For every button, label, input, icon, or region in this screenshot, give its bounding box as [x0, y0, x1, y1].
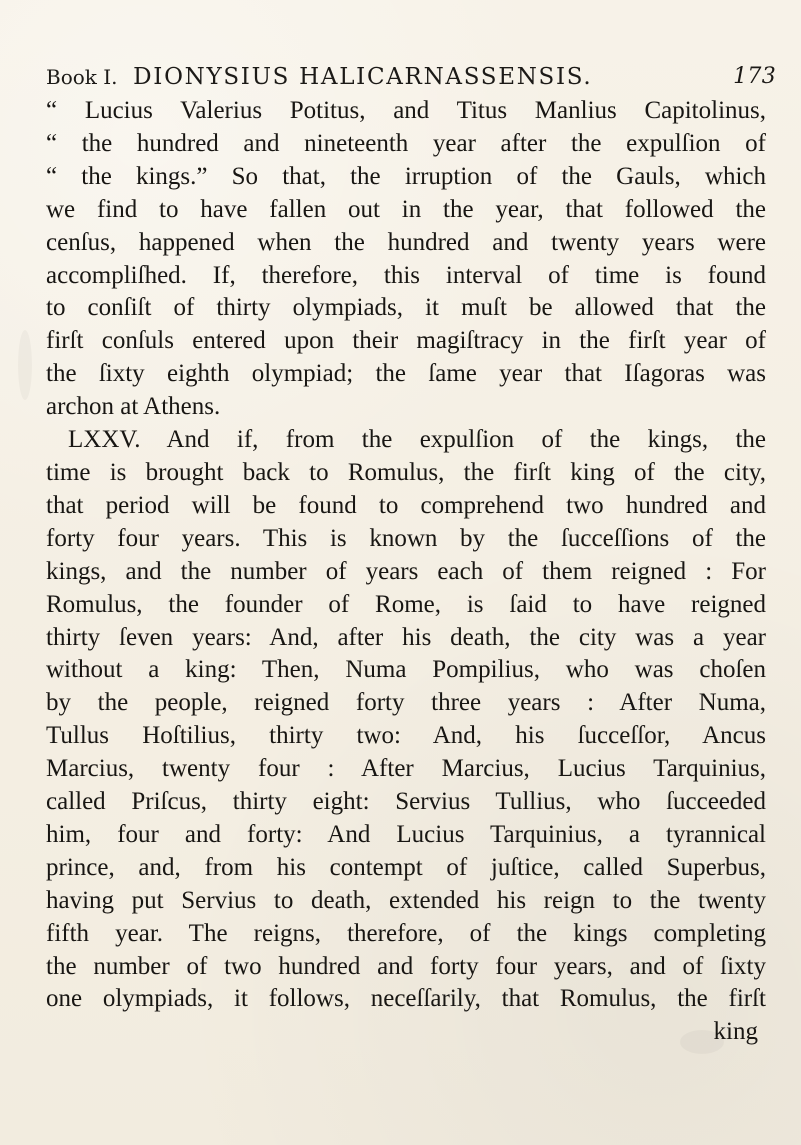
- text-line: without a king: Then, Numa Pompilius, who was choſen: [46, 656, 766, 684]
- text-line: him, four and forty: And Lucius Tarquinius, a tyrannical: [46, 820, 766, 848]
- text-line: “ the hundred and nineteenth year after the expulſion of: [46, 129, 766, 157]
- text-line: the number of two hundred and forty four years, and of ſixty: [46, 952, 766, 980]
- running-head: [46, 64, 776, 90]
- text-line: to conſiſt of thirty olympiads, it muſt be allowed that the: [46, 294, 766, 322]
- text-line: fifth year. The reigns, therefore, of the kings completing: [46, 919, 766, 947]
- paper-stain: [18, 330, 32, 400]
- text-line: called Priſcus, thirty eight: Servius Tullius, who ſucceeded: [46, 788, 766, 816]
- text-line: Marcius, twenty four : After Marcius, Lucius Tarquinius,: [46, 755, 766, 783]
- text-line: “ the kings.” So that, the irruption of the Gauls, which: [46, 162, 766, 190]
- text-line: accompliſhed. If, therefore, this interval of time is found: [46, 261, 766, 289]
- text-line: by the people, reigned forty three years : After Numa,: [46, 689, 766, 717]
- text-line: archon at Athens.: [46, 393, 221, 421]
- text-line: thirty ſeven years: And, after his death, the city was a year: [46, 623, 766, 651]
- text-line: having put Servius to death, extended his reign to the twenty: [46, 886, 766, 914]
- text-line: forty four years. This is known by the ſucceſſions of the: [46, 524, 766, 552]
- text-line: kings, and the number of years each of them reigned : For: [46, 557, 766, 585]
- text-line: time is brought back to Romulus, the firſt king of the city,: [46, 458, 766, 486]
- section-line: LXXV. And if, from the expulſion of the kings, the: [68, 426, 766, 454]
- text-line: “ Lucius Valerius Potitus, and Titus Manlius Capitolinus,: [46, 97, 766, 124]
- text-line: Romulus, the founder of Rome, is ſaid to have reigned: [46, 590, 766, 618]
- catchword: king: [713, 1018, 758, 1046]
- page-text-block: [46, 95, 766, 1049]
- text-line: one olympiads, it follows, neceſſarily, that Romulus, the firſt: [46, 985, 766, 1013]
- book-label: Book I.: [46, 65, 118, 89]
- text-line: cenſus, happened when the hundred and twenty years were: [46, 228, 766, 256]
- text-line: the ſixty eighth olympiad; the ſame year that Iſagoras was: [46, 360, 766, 388]
- text-line: we find to have fallen out in the year, that followed the: [46, 195, 766, 223]
- running-title: DIONYSIUS HALICARNASSENSIS.: [133, 64, 593, 90]
- text-line: that period will be found to comprehend two hundred and: [46, 491, 766, 519]
- text-line: prince, and, from his contempt of juſtice, called Superbus,: [46, 853, 766, 881]
- page-number: 173: [733, 64, 776, 89]
- text-line: Tullus Hoſtilius, thirty two: And, his ſucceſſor, Ancus: [46, 722, 766, 750]
- text-line: firſt conſuls entered upon their magiſtracy in the firſt year of: [46, 327, 766, 355]
